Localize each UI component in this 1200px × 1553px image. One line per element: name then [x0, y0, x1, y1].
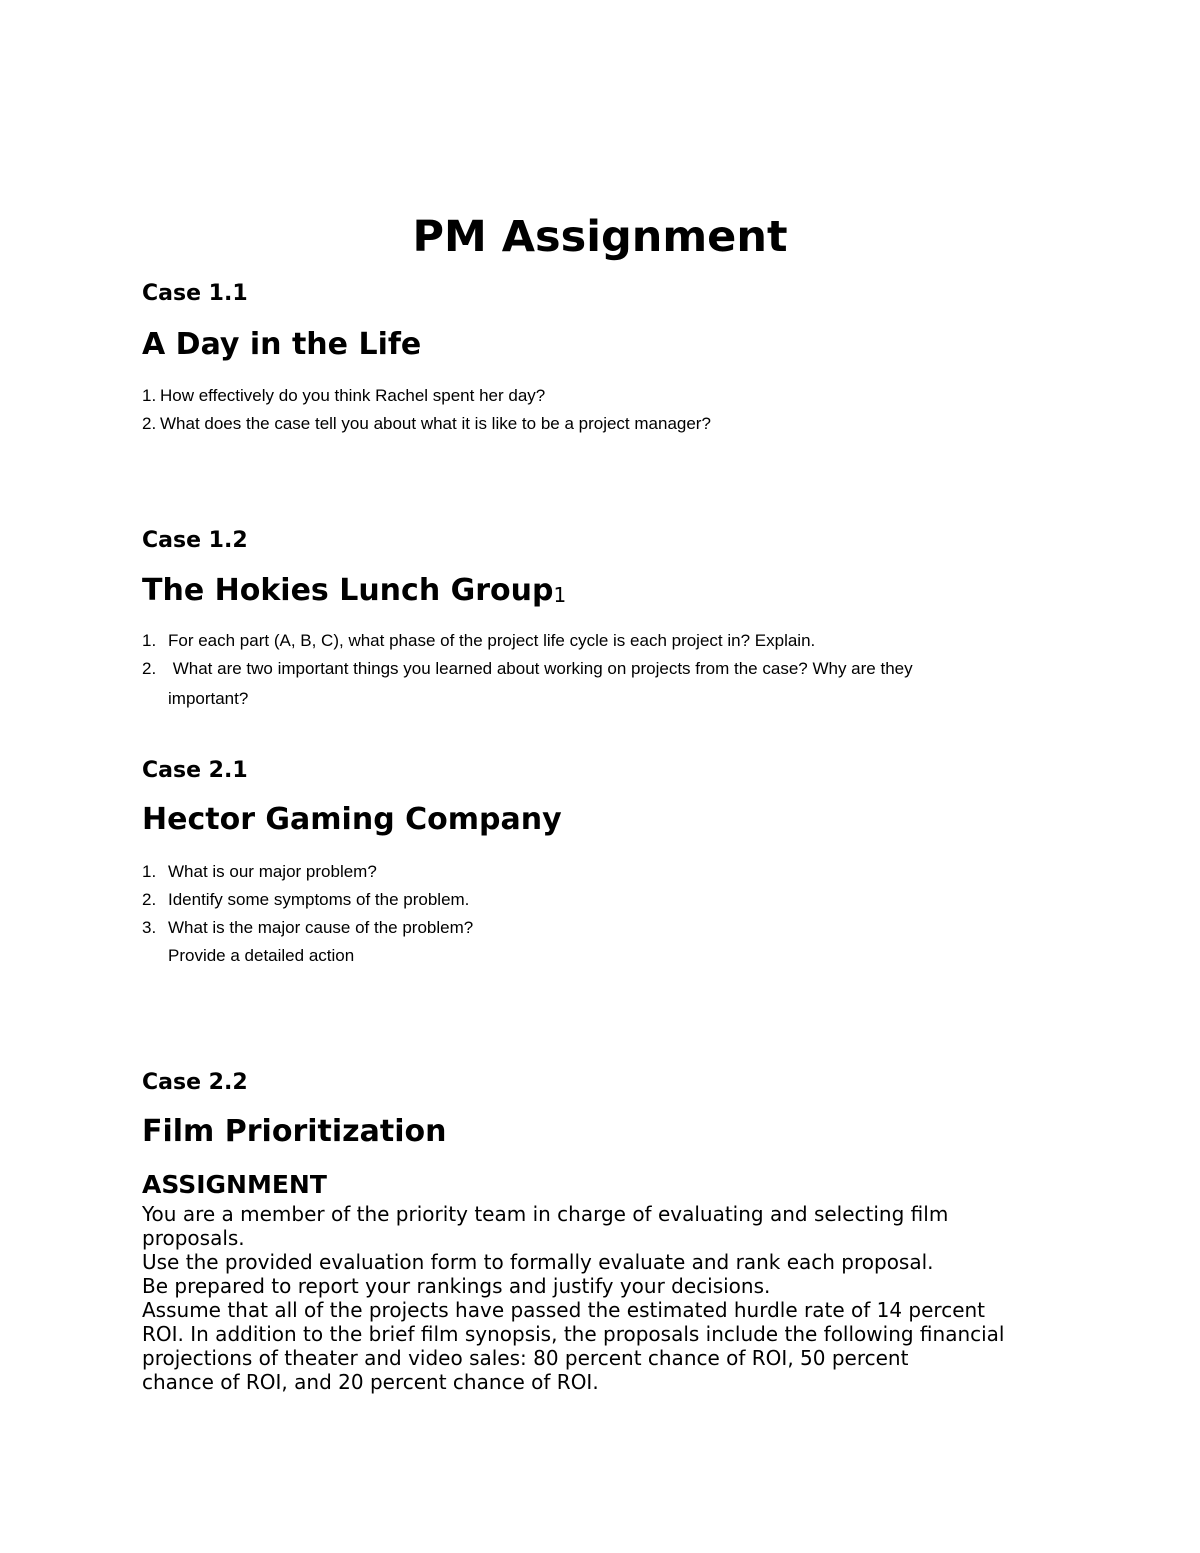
assignment-heading: ASSIGNMENT [142, 1170, 327, 1199]
question-continuation: important? [168, 689, 249, 708]
paragraph-line: projections of theater and video sales: 80 percent chance of ROI, 50 percent [142, 1346, 909, 1370]
footnote-marker: 1 [553, 583, 567, 607]
paragraph-line: Use the provided evaluation form to formally evaluate and rank each proposal. [142, 1250, 934, 1274]
question-number: 2. [142, 659, 157, 678]
question-text: What is the major cause of the problem? [168, 918, 474, 937]
case-heading: Hector Gaming Company [142, 802, 562, 837]
paragraph-line: ROI. In addition to the brief film synopsis, the proposals include the following financial [142, 1322, 1005, 1346]
paragraph-line: Be prepared to report your rankings and justify your decisions. [142, 1274, 771, 1298]
question-text: What are two important things you learned about working on projects from the case? Why are they [168, 659, 913, 678]
case-label: Case 1.2 [142, 528, 248, 553]
paragraph-line: chance of ROI, and 20 percent chance of ROI. [142, 1370, 599, 1394]
question-number: 2. [142, 414, 157, 433]
question-number: 3. [142, 918, 157, 937]
paragraph-line: proposals. [142, 1226, 245, 1250]
question-text: How effectively do you think Rachel spent her day? [160, 386, 546, 405]
question-text: Identify some symptoms of the problem. [168, 890, 470, 909]
case-heading [142, 572, 566, 612]
document-title: PM Assignment [412, 212, 788, 262]
question-text: What does the case tell you about what it is like to be a project manager? [160, 414, 711, 433]
question-number: 1. [142, 862, 157, 881]
case-heading: A Day in the Life [142, 327, 422, 362]
case-heading: Film Prioritization [142, 1114, 447, 1149]
case-label: Case 2.2 [142, 1070, 248, 1095]
question-number: 2. [142, 890, 157, 909]
question-number: 1. [142, 386, 157, 405]
question-text: For each part (A, B, C), what phase of the project life cycle is each project in? Explain. [168, 631, 816, 650]
question-continuation: Provide a detailed action [168, 946, 355, 965]
question-number: 1. [142, 631, 157, 650]
paragraph-line: You are a member of the priority team in charge of evaluating and selecting film [142, 1202, 949, 1226]
question-text: What is our major problem? [168, 862, 377, 881]
case-label: Case 2.1 [142, 758, 248, 783]
case-heading-text: The Hokies Lunch Group [142, 573, 554, 608]
case-label: Case 1.1 [142, 281, 248, 306]
paragraph-line: Assume that all of the projects have passed the estimated hurdle rate of 14 percent [142, 1298, 986, 1322]
